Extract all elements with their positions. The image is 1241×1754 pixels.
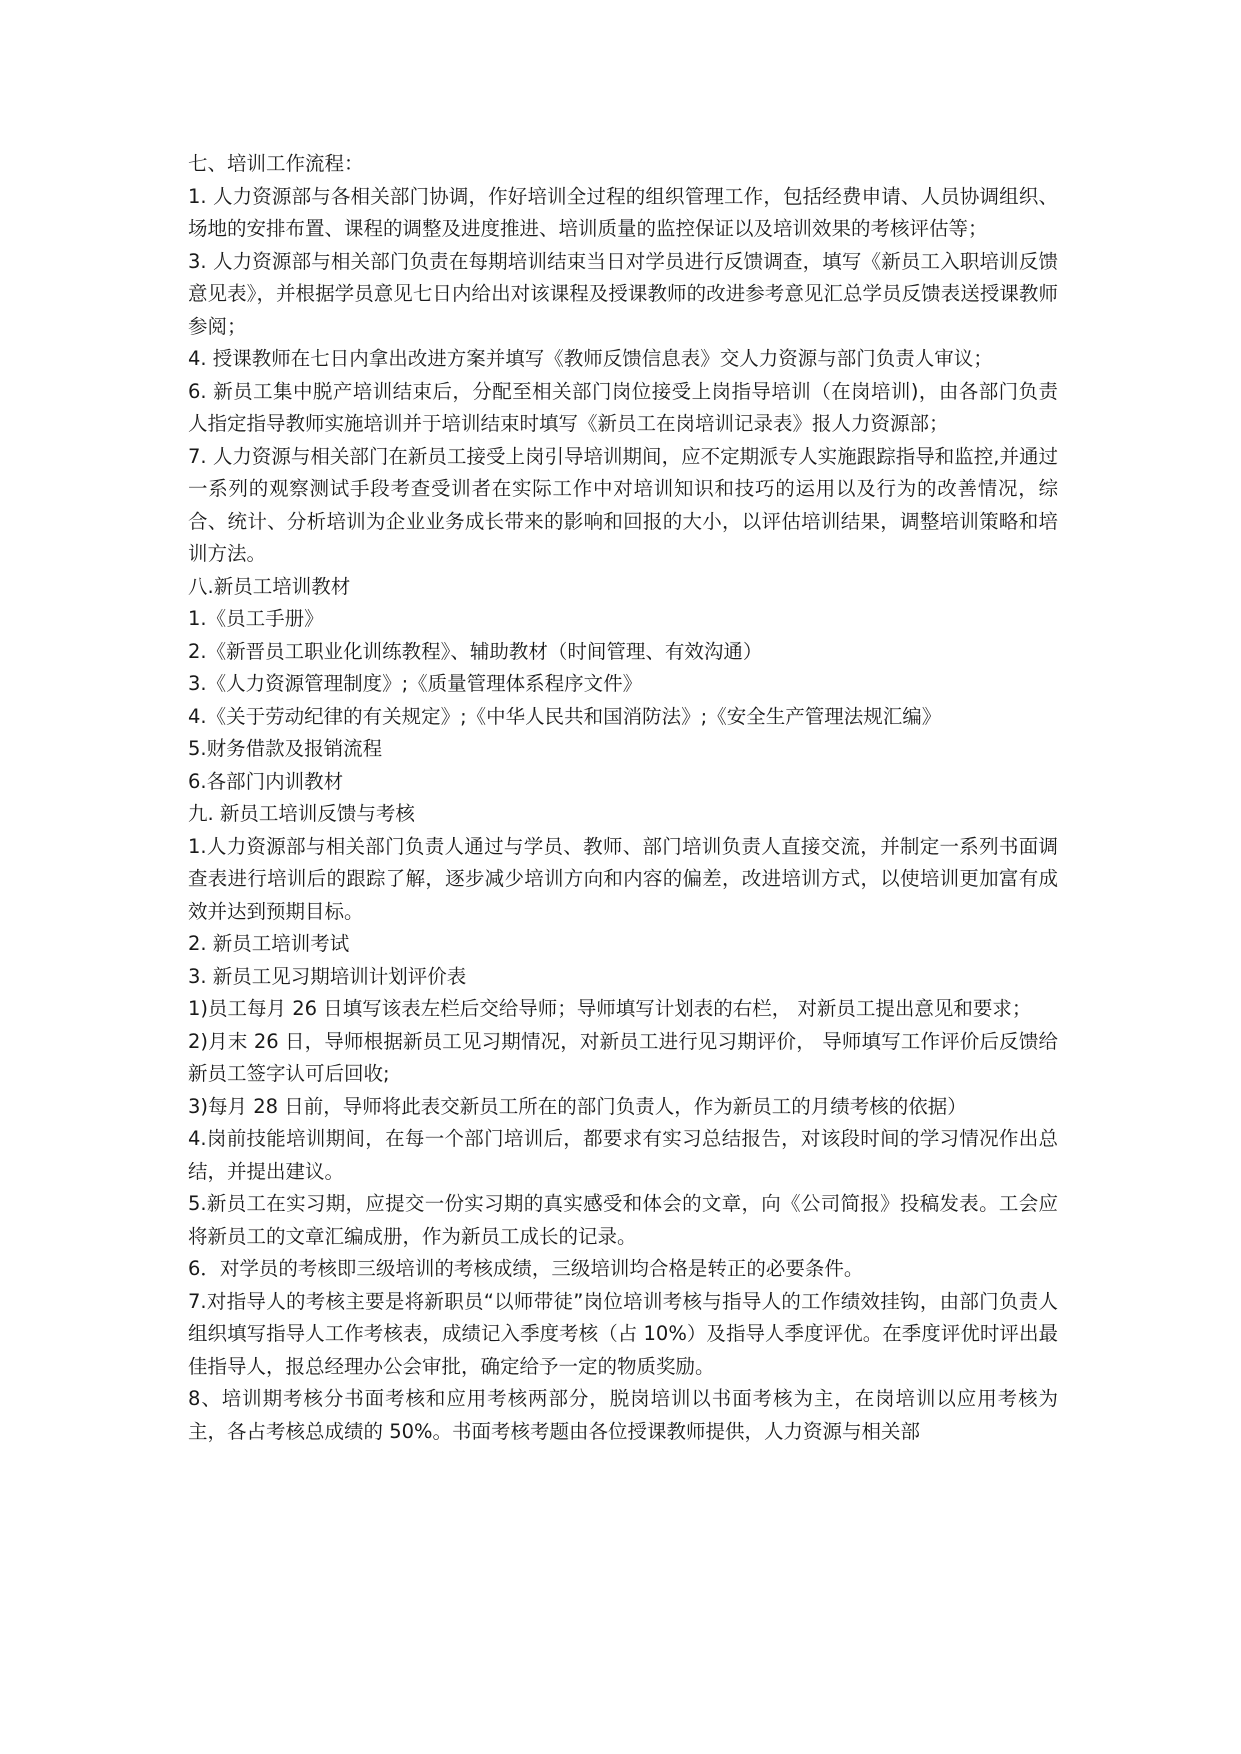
- list-item: 2.《新晋员工职业化训练教程》、辅助教材（时间管理、有效沟通）: [188, 639, 763, 663]
- paragraph: 2)月末 26 日，导师根据新员工见习期情况，对新员工进行见习期评价， 导师填写工作评价后反馈给新员工签字认可后回收;: [188, 1029, 1058, 1085]
- list-item: 5.财务借款及报销流程: [188, 737, 383, 760]
- section-heading-9: 九. 新员工培训反馈与考核: [188, 802, 415, 825]
- paragraph: 6．对学员的考核即三级培训的考核成绩，三级培训均合格是转正的必要条件。: [188, 1257, 864, 1280]
- paragraph: 1)员工每月 26 日填写该表左栏后交给导师；导师填写计划表的右栏， 对新员工提出意见和要求；: [188, 997, 1032, 1020]
- paragraph: 3. 新员工见习期培训计划评价表: [188, 964, 467, 988]
- paragraph: 1.人力资源部与相关部门负责人通过与学员、教师、部门培训负责人直接交流，并制定一系列书面调查表进行培训后的跟踪了解，逐步减少培训方向和内容的偏差，改进培训方式，以使培训更加富有成效并达到预期目标。: [188, 834, 1058, 923]
- paragraph: 1. 人力资源部与各相关部门协调，作好培训全过程的组织管理工作，包括经费申请、人员协调组织、场地的安排布置、课程的调整及进度推进、培训质量的监控保证以及培训效果的考核评估等；: [188, 184, 1058, 240]
- list-item: 6.各部门内训教材: [188, 769, 344, 793]
- paragraph: 4.岗前技能培训期间，在每一个部门培训后，都要求有实习总结报告，对该段时间的学习情况作出总结，并提出建议。: [188, 1127, 1058, 1183]
- section-heading-8: 八.新员工培训教材: [188, 574, 351, 598]
- paragraph: 7.对指导人的考核主要是将新职员“以师带徒”岗位培训考核与指导人的工作绩效挂钩，由部门负责人组织填写指导人工作考核表，成绩记入季度考核（占 10%）及指导人季度评优。在季度评优时评出最佳指导人，报总经理办公会审批，确定给予一定的物质奖励。: [188, 1289, 1058, 1378]
- list-item: 4.《关于劳动纪律的有关规定》;《中华人民共和国消防法》;《安全生产管理法规汇编》: [188, 704, 942, 728]
- paragraph: 6. 新员工集中脱产培训结束后，分配至相关部门岗位接受上岗指导培训（在岗培训)，由各部门负责人指定指导教师实施培训并于培训结束时填写《新员工在岗培训记录表》报人力资源部；: [188, 379, 1058, 435]
- list-item: 3.《人力资源管理制度》;《质量管理体系程序文件》: [188, 672, 643, 695]
- paragraph: 5.新员工在实习期，应提交一份实习期的真实感受和体会的文章，向《公司简报》投稿发表。工会应将新员工的文章汇编成册，作为新员工成长的记录。: [188, 1192, 1058, 1248]
- paragraph: 8、培训期考核分书面考核和应用考核两部分，脱岗培训以书面考核为主，在岗培训以应用考核为主，各占考核总成绩的 50%。书面考核考题由各位授课教师提供，人力资源与相关部: [188, 1387, 1058, 1443]
- list-item: 1.《员工手册》: [188, 607, 324, 630]
- section-heading-7: 七、培训工作流程：: [188, 152, 364, 175]
- paragraph: 3)每月 28 日前，导师将此表交新员工所在的部门负责人，作为新员工的月绩考核的依据）: [188, 1094, 967, 1118]
- paragraph: 3. 人力资源部与相关部门负责在每期培训结束当日对学员进行反馈调查，填写《新员工入职培训反馈意见表》，并根据学员意见七日内给出对该课程及授课教师的改进参考意见汇总学员反馈表送授课教师参阅；: [188, 249, 1058, 338]
- paragraph: 4. 授课教师在七日内拿出改进方案并填写《教师反馈信息表》交人力资源与部门负责人审议；: [188, 347, 993, 370]
- document-body: [188, 148, 1058, 1448]
- paragraph: 7. 人力资源与相关部门在新员工接受上岗引导培训期间，应不定期派专人实施跟踪指导和监控,并通过一系列的观察测试手段考查受训者在实际工作中对培训知识和技巧的运用以及行为的改善情况，综合、统计、分析培训为企业业务成长带来的影响和回报的大小，以评估培训结果，调整培训策略和培训方法。: [188, 444, 1058, 565]
- paragraph: 2. 新员工培训考试: [188, 932, 350, 955]
